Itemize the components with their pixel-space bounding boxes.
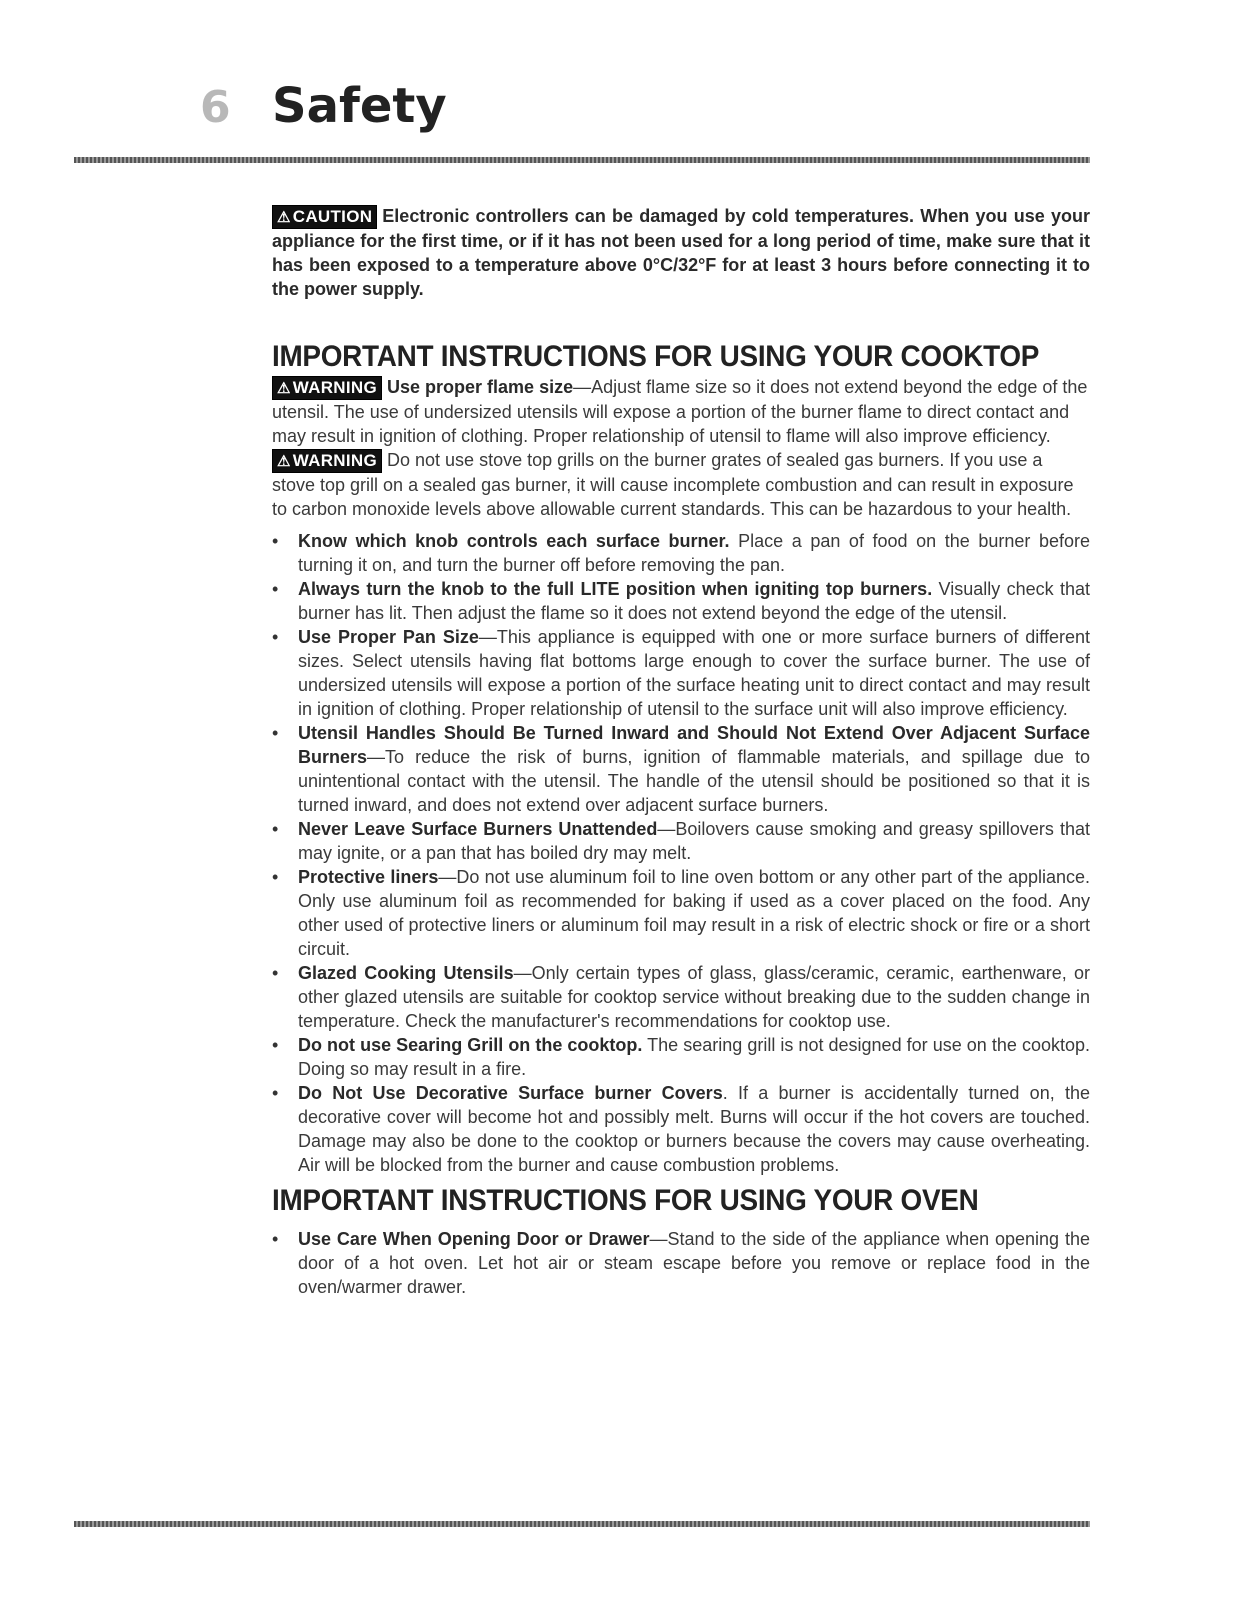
list-item bbox=[272, 577, 1090, 625]
warning-text: —Adjust flame size so it does not extend beyond the edge of the utensil. The use of undersized utensils will expose a portion of the burner flame to direct contact and may result in ignition of clothing. Proper relationship of utensil to flame will also improve efficiency. bbox=[272, 377, 1088, 446]
item-lead: Never Leave Surface Burners Unattended bbox=[298, 819, 658, 839]
item-text: —Stand to the side of the appliance when opening the door of a hot oven. Let hot air or steam escape before you remove or replace food in the oven/warmer drawer. bbox=[298, 1229, 1090, 1297]
item-lead: Utensil Handles Should Be Turned Inward and Should Not Extend Over Adjacent Surface Burners bbox=[298, 723, 1090, 767]
warning-triangle-icon: ⚠ bbox=[277, 453, 291, 470]
item-text: Place a pan of food on the burner before turning it on, and turn the burner off before removing the pan. bbox=[298, 531, 1090, 575]
list-item bbox=[272, 1033, 1090, 1081]
warning-badge-label: WARNING bbox=[292, 378, 378, 397]
item-lead: Do not use Searing Grill on the cooktop. bbox=[298, 1035, 643, 1055]
list-item bbox=[272, 529, 1090, 577]
warning-text: Do not use stove top grills on the burner grates of sealed gas burners. If you use a stove top grill on a sealed gas burner, it will cause incomplete combustion and can result in exposure to carbon monoxide levels above allowable current standards. This can be hazardous to your health. bbox=[272, 450, 1074, 519]
top-divider bbox=[74, 157, 1090, 163]
item-text: —To reduce the risk of burns, ignition of flammable materials, and spillage due to unintentional contact with the utensil. The handle of the utensil should be positioned so that it is turned inward, and does not extend over adjacent surface burners. bbox=[298, 747, 1090, 815]
item-text: —Do not use aluminum foil to line oven bottom or any other part of the appliance. Only use aluminum foil as recommended for baking if used as a cover placed on the food. Any other used of protective liners or aluminum foil may result in a risk of electric shock or fire or a short circuit. bbox=[298, 867, 1091, 959]
cooktop-heading: IMPORTANT INSTRUCTIONS FOR USING YOUR COOKTOP bbox=[272, 340, 1040, 373]
item-lead: Use Care When Opening Door or Drawer bbox=[298, 1229, 650, 1249]
section-number: 6 bbox=[200, 82, 231, 133]
list-item bbox=[272, 817, 1090, 865]
item-text: —Only certain types of glass, glass/ceramic, ceramic, earthenware, or other glazed utensils are suitable for cooktop service without breaking due to the sudden change in temperature. Check the manufacturer's recommendations for cooktop use. bbox=[298, 963, 1090, 1031]
caution-text: Electronic controllers can be damaged by cold temperatures. When you use your appliance for the first time, or if it has not been used for a long period of time, make sure that it has been exposed to a temperature above 0°C/32°F for at least 3 hours before connecting it to the power supply. bbox=[272, 206, 1090, 299]
warning-notice bbox=[272, 375, 1090, 448]
item-lead: Protective liners bbox=[298, 867, 439, 887]
item-text: —This appliance is equipped with one or more surface burners of different sizes. Select utensils having flat bottoms large enough to cover the surface burner. The use of undersized utensils will expose a portion of the surface heating unit to direct contact and may result in ignition of clothing. Proper relationship of utensil to the surface unit will also improve efficiency. bbox=[298, 627, 1090, 719]
warning-notice bbox=[272, 448, 1090, 521]
list-item bbox=[272, 1081, 1090, 1177]
section-title: Safety bbox=[272, 78, 447, 134]
caution-notice bbox=[272, 204, 1090, 301]
list-item bbox=[272, 865, 1090, 961]
list-item bbox=[272, 721, 1090, 817]
item-lead: Know which knob controls each surface burner. bbox=[298, 531, 730, 551]
caution-badge-label: CAUTION bbox=[292, 207, 373, 226]
item-lead: Always turn the knob to the full LITE position when igniting top burners. bbox=[298, 579, 933, 599]
list-item bbox=[272, 1227, 1090, 1299]
warning-badge bbox=[272, 376, 382, 400]
item-text: Visually check that burner has lit. Then adjust the flame so it does not extend beyond the edge of the utensil. bbox=[298, 579, 1091, 623]
oven-instruction-list bbox=[272, 1227, 1090, 1299]
warning-badge-label: WARNING bbox=[292, 451, 378, 470]
item-lead: Use Proper Pan Size bbox=[298, 627, 479, 647]
warning-badge bbox=[272, 449, 382, 473]
item-text: . If a burner is accidentally turned on, the decorative cover will become hot and possibly melt. Burns will occur if the hot covers are touched. Damage may also be done to the cooktop or burners because the covers may cause overheating. Air will be blocked from the burner and cause combustion problems. bbox=[298, 1083, 1090, 1175]
item-lead: Glazed Cooking Utensils bbox=[298, 963, 514, 983]
warning-lead: Use proper flame size bbox=[387, 377, 574, 397]
list-item bbox=[272, 625, 1090, 721]
warning-triangle-icon: ⚠ bbox=[277, 380, 291, 397]
page-header bbox=[200, 78, 447, 134]
caution-badge bbox=[272, 205, 377, 229]
item-lead: Do Not Use Decorative Surface burner Covers bbox=[298, 1083, 723, 1103]
item-text: —Boilovers cause smoking and greasy spillovers that may ignite, or a pan that has boiled dry may melt. bbox=[298, 819, 1090, 863]
list-item bbox=[272, 961, 1090, 1033]
oven-heading: IMPORTANT INSTRUCTIONS FOR USING YOUR OVEN bbox=[272, 1184, 979, 1217]
cooktop-instruction-list bbox=[272, 529, 1090, 1177]
page-content bbox=[272, 204, 1090, 1299]
item-text: The searing grill is not designed for use on the cooktop. Doing so may result in a fire. bbox=[298, 1035, 1090, 1079]
warning-triangle-icon: ⚠ bbox=[277, 209, 291, 226]
bottom-divider bbox=[74, 1521, 1090, 1527]
